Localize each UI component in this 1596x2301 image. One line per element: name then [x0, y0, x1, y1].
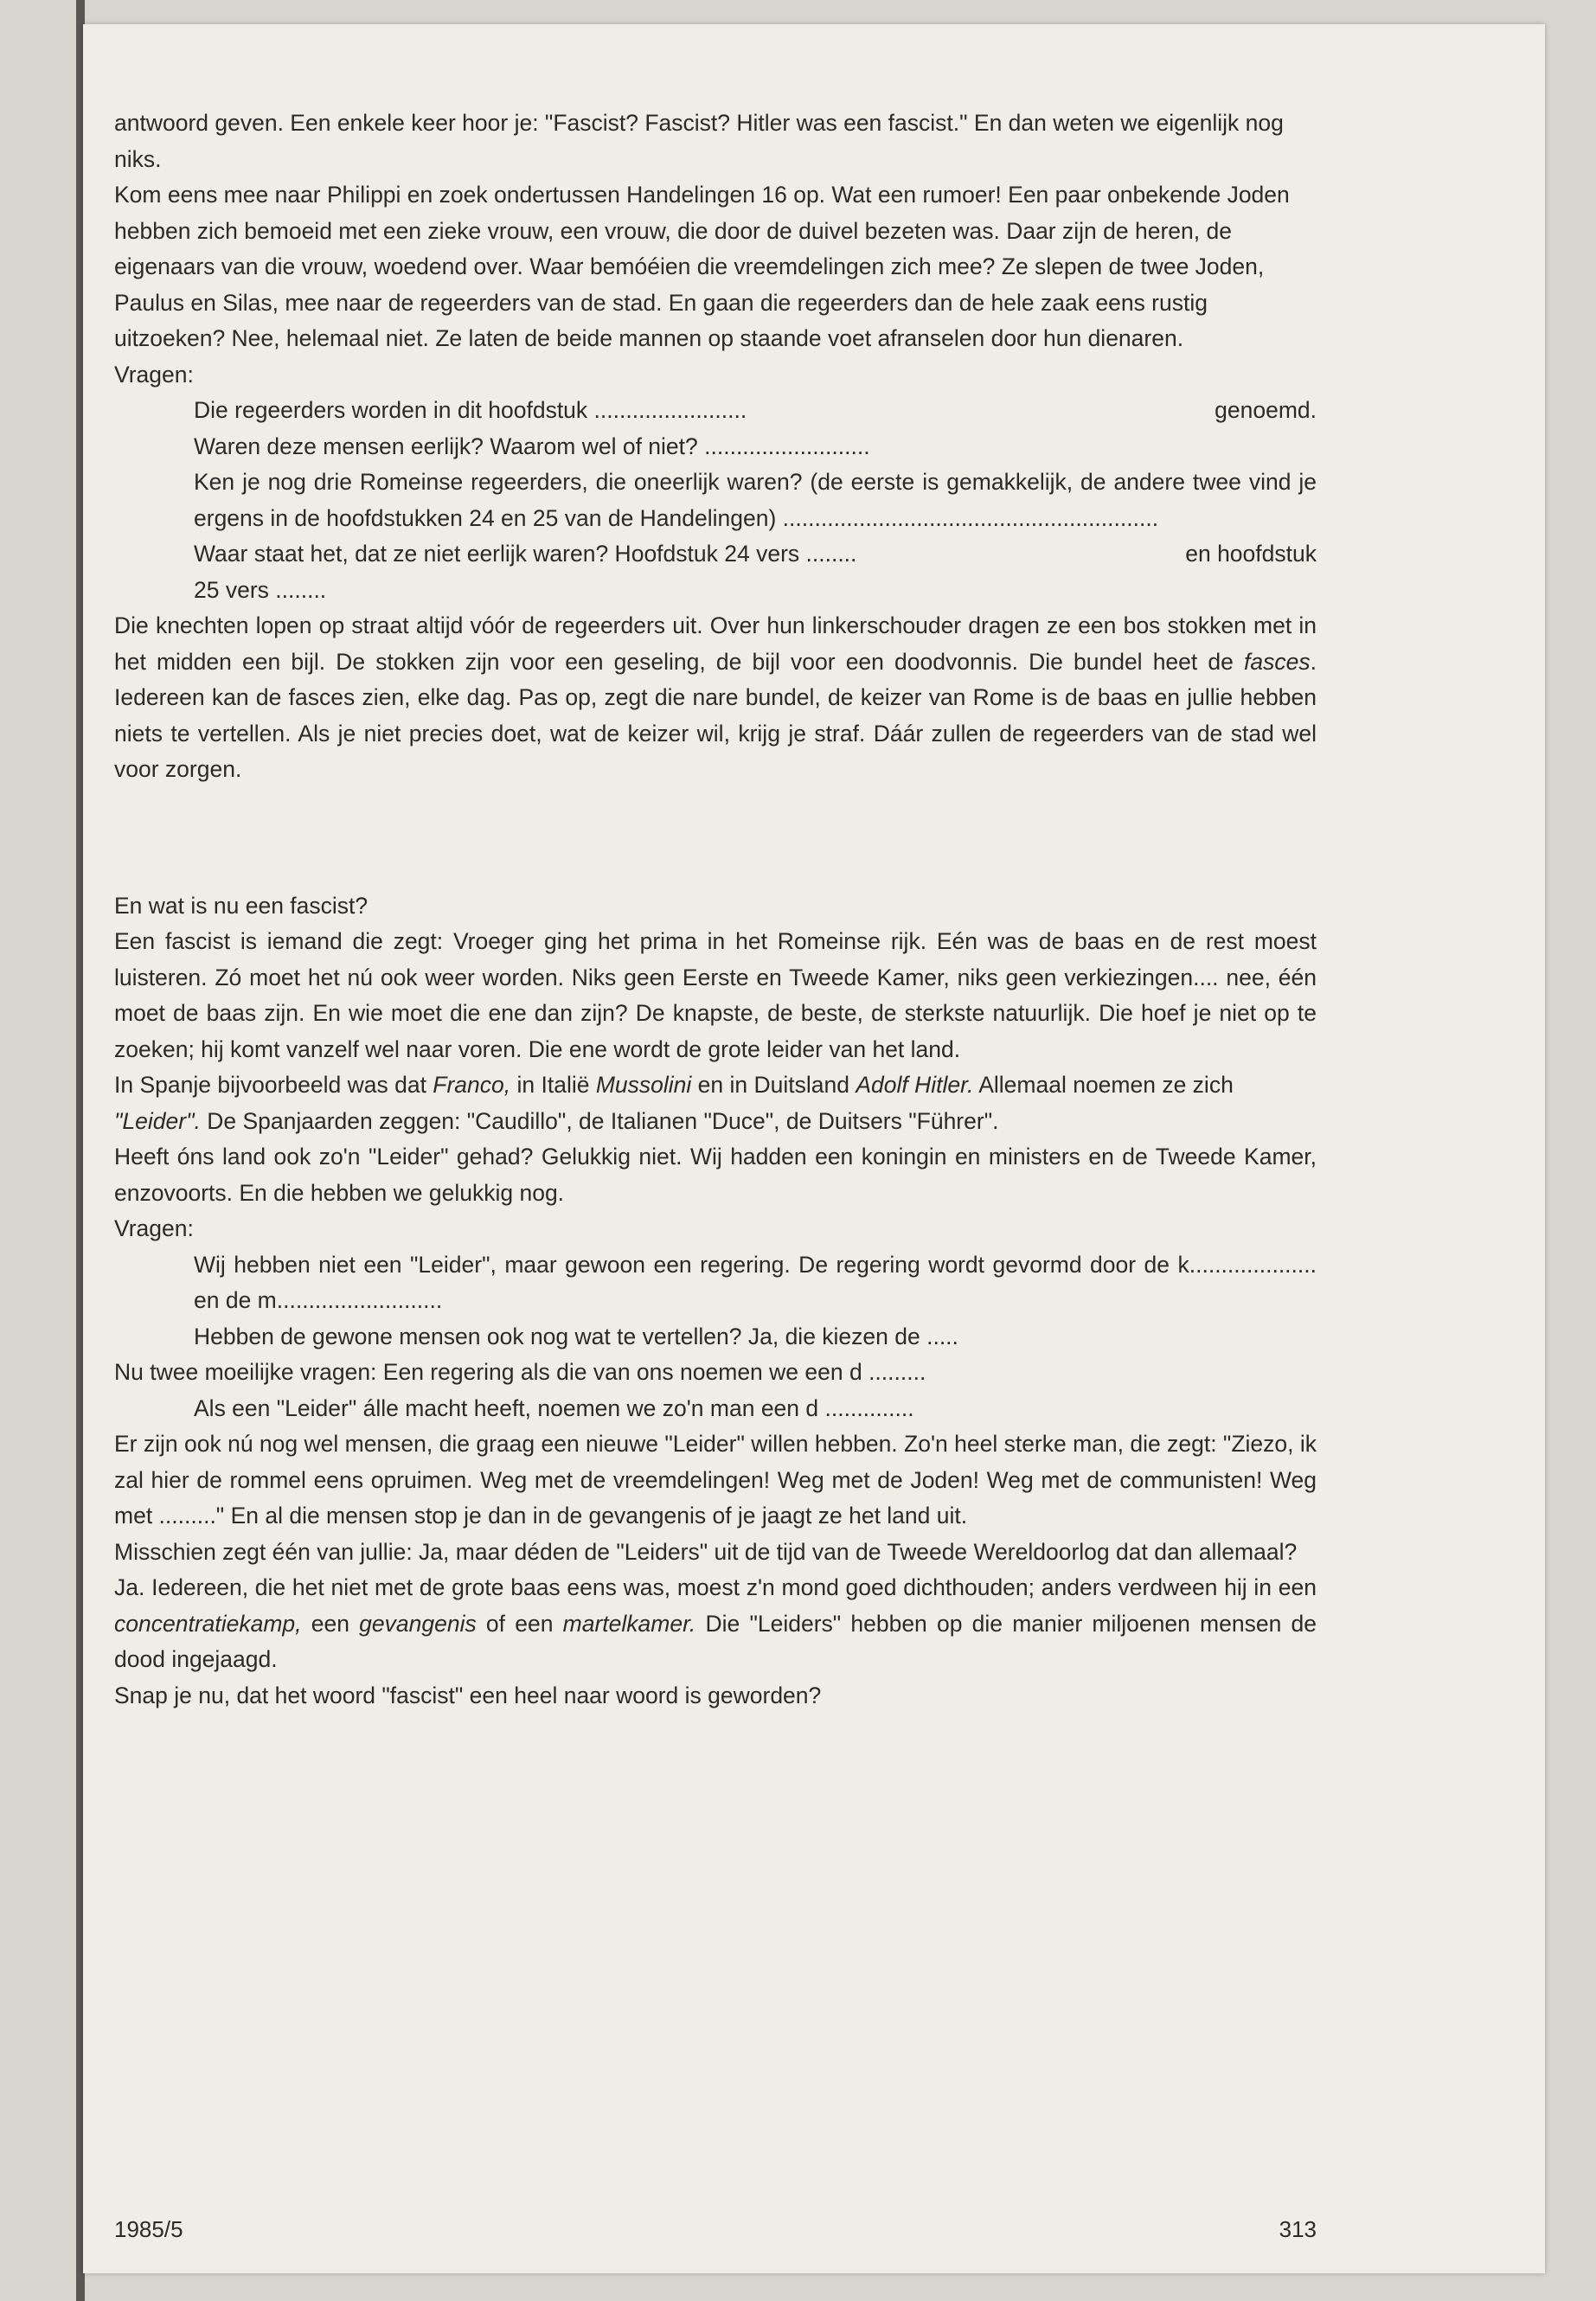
closing-question: Snap je nu, dat het woord "fascist" een heel naar woord is geworden?: [114, 1682, 822, 1708]
hitler-name: Adolf Hitler.: [856, 1072, 974, 1098]
page-footer: [114, 2216, 1317, 2243]
fasces-paragraph: Die knechten lopen op straat altijd vóór de regeerders uit. Over hun linkerschouder dragen ze een bos stokken met in het midden een bijl. De stokken zijn voor een geseling, de bijl voor een doodvonnis. Die bundel heet de fasces. Iedereen kan de fasces zien, elke dag. Pas op, zegt die nare bundel, de keizer van Rome is de baas en jullie hebben niets te vertellen. Als je niet precies doet, wat de keizer wil, krijg je straf. Dáár zullen de regeerders van de stad wel voor zorgen.: [114, 612, 1317, 782]
leider-term: "Leider".: [114, 1107, 201, 1134]
question-1: [194, 393, 1317, 429]
question-4-continuation: 25 vers ........: [194, 576, 327, 603]
leaders-paragraph: In Spanje bijvoorbeeld was dat Franco, in Italië Mussolini en in Duitsland Adolf Hitler. Allemaal noemen ze zich "Leider". De Spanjaarden zeggen: "Caudillo", de Italianen "Duce", de Duitsers "Führer".: [114, 1072, 1234, 1134]
question-4-text: Waar staat het, dat ze niet eerlijk waren? Hoofdstuk 24 vers ........: [194, 541, 857, 567]
questions-block-3: [114, 1391, 1317, 1427]
issue-number: 1985/5: [114, 2216, 183, 2242]
new-leader-paragraph: Er zijn ook nú nog wel mensen, die graag een nieuwe "Leider" willen hebben. Zo'n heel sterke man, die zegt: "Ziezo, ik zal hier de rommel eens opruimen. Weg met de vreemdelingen! Weg met de Joden! Weg met de communisten! Weg met ........." En al die mensen stop je dan in de gevangenis of je jaagt ze het land uit.: [114, 1431, 1317, 1529]
question-2: Waren deze mensen eerlijk? Waarom wel of niet? ..........................: [194, 433, 870, 459]
torture-chamber-term: martelkamer.: [562, 1610, 696, 1637]
questions-label: Vragen:: [114, 361, 194, 388]
page-content: [114, 106, 1317, 1714]
question-democracy: Nu twee moeilijke vragen: Een regering als die van ons noemen we een d .........: [114, 1359, 926, 1385]
mussolini-name: Mussolini: [595, 1072, 692, 1098]
ww2-question-paragraph: Misschien zegt één van jullie: Ja, maar déden de "Leiders" uit de tijd van de Tweede Wereldoorlog dat dan allemaal?: [114, 1538, 1298, 1565]
section-heading: En wat is nu een fascist?: [114, 892, 369, 919]
intro-paragraph: antwoord geven. Een enkele keer hoor je: "Fascist? Fascist? Hitler was een fascist." En dan weten we eigenlijk nog niks.: [114, 110, 1284, 172]
fasces-term: fasces: [1244, 648, 1311, 675]
philippi-paragraph: Kom eens mee naar Philippi en zoek ondertussen Handelingen 16 op. Wat een rumoer! Een paar onbekende Joden hebben zich bemoeid met een zieke vrouw, een vrouw, die door de duivel bezeten was. Daar zijn de heren, de eigenaars van die vrouw, woedend over. Waar bemóéien die vreemdelingen zich mee? Ze slepen de twee Joden, Paulus en Silas, mee naar de regeerders van de stad. En gaan die regeerders dan de hele zaak eens rustig uitzoeken? Nee, helemaal niet. Ze laten de beide mannen op staande voet afranselen door hun dienaren.: [114, 182, 1290, 351]
question-dictator: Als een "Leider" álle macht heeft, noemen we zo'n man een d ..............: [194, 1394, 914, 1421]
concentration-camp-term: concentratiekamp,: [114, 1610, 302, 1637]
question-3: Ken je nog drie Romeinse regeerders, die oneerlijk waren? (de eerste is gemakkelijk, de andere twee vind je ergens in de hoofdstukken 24 en 25 van de Handelingen) ...........................................................: [194, 469, 1317, 531]
question-4-end: en hoofdstuk: [1185, 541, 1317, 567]
answer-paragraph: Ja. Iedereen, die het niet met de grote baas eens was, moest z'n mond goed dichthouden; anders verdween hij in een concentratiekamp, een gevangenis of een martelkamer. Die "Leiders" hebben op die manier miljoenen mensen de dood ingejaagd.: [114, 1574, 1317, 1672]
questions-block-1: [114, 393, 1317, 608]
franco-name: Franco,: [433, 1072, 511, 1098]
question-government: Wij hebben niet een "Leider", maar gewoon een regering. De regering wordt gevormd door de k.................... en de m..........................: [194, 1251, 1317, 1313]
question-voters: Hebben de gewone mensen ook nog wat te vertellen? Ja, die kiezen de .....: [194, 1323, 958, 1349]
fascist-definition-paragraph: Een fascist is iemand die zegt: Vroeger ging het prima in het Romeinse rijk. Eén was de baas en de rest moest luisteren. Zó moet het nú ook weer worden. Niks geen Eerste en Tweede Kamer, niks geen verkiezingen.... nee, één moet de baas zijn. En wie moet die ene dan zijn? De knapste, de beste, de sterkste natuurlijk. Die hoef je niet op te zoeken; hij komt vanzelf wel naar voren. Die ene wordt de grote leider van het land.: [114, 928, 1317, 1062]
page-number: 313: [1279, 2216, 1317, 2242]
question-1-end: genoemd.: [1215, 397, 1317, 423]
prison-term: gevangenis: [359, 1610, 477, 1637]
questions-label-2: Vragen:: [114, 1215, 194, 1241]
question-1-text: Die regeerders worden in dit hoofdstuk ........................: [194, 397, 747, 423]
questions-block-2: [114, 1247, 1317, 1356]
our-country-paragraph: Heeft óns land ook zo'n "Leider" gehad? Gelukkig niet. Wij hadden een koningin en ministers en de Tweede Kamer, enzovoorts. En die hebben we gelukkig nog.: [114, 1144, 1317, 1206]
question-4: [194, 536, 1317, 573]
